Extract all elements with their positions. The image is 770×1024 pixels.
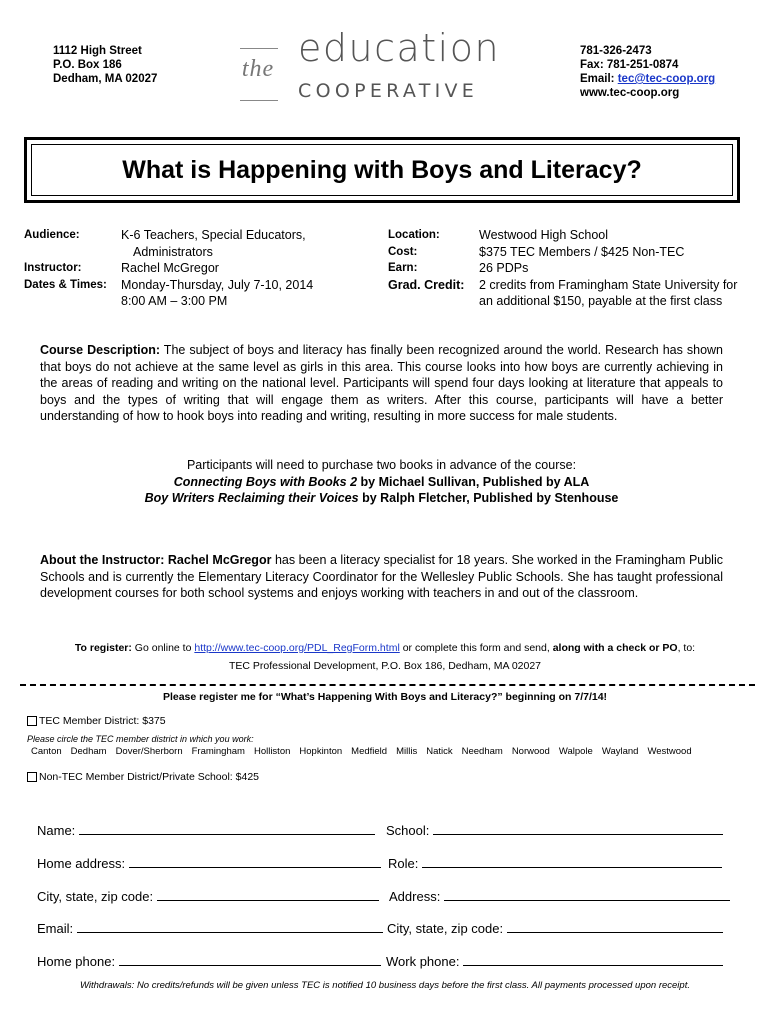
district-medfield[interactable]: Medfield — [351, 746, 388, 757]
home-phone-field[interactable] — [37, 953, 381, 969]
home-address-label: Home address: — [37, 856, 126, 871]
district-hopkinton[interactable]: Hopkinton — [299, 746, 343, 757]
dates-label: Dates & Times: — [24, 278, 107, 291]
member-option[interactable] — [27, 715, 166, 727]
work-city-field[interactable] — [387, 920, 723, 936]
withdrawals-note: Withdrawals: No credits/refunds will be given unless TEC is notified 10 business days before the first class. All payments processed upon receipt. — [80, 980, 690, 991]
dates-label-cont — [24, 293, 107, 310]
course-description — [40, 342, 723, 425]
nonmember-option[interactable] — [27, 771, 259, 783]
work-phone-field[interactable] — [386, 953, 723, 969]
home-address-field[interactable] — [37, 855, 381, 871]
info-left-labels — [24, 227, 107, 310]
instructor-label: Instructor: — [24, 262, 82, 274]
audience-value: K-6 Teachers, Special Educators, — [121, 228, 306, 242]
address-line-3: Dedham, MA 02027 — [53, 73, 158, 85]
district-wayland[interactable]: Wayland — [601, 746, 639, 757]
register-bold: along with a check or PO — [552, 642, 678, 654]
course-description-text: The subject of boys and literacy has finally been recognized around the world. Research has shown that boys do not achieve at the same level as girls in this area. This course looks into how boys are currently achieving in the areas of reading and writing on the national level. Participants will spend four days looking at literature that appeals to boys and the types of writing that will engage them as writers. After this course, participants will have a better understanding of how to hook boys into reading and writing, resulting in more success for male students. — [40, 343, 723, 423]
audience-label-cont — [24, 244, 107, 261]
contact-fax: Fax: 781-251-0874 — [580, 59, 679, 71]
district-framingham[interactable]: Framingham — [191, 746, 245, 757]
logo-rule-bottom — [240, 100, 278, 101]
nonmember-option-label: Non-TEC Member District/Private School: $425 — [39, 771, 259, 783]
about-instructor-text: has been a literacy specialist for 18 years. She worked in the Framingham Public Schools and is currently the Elementary Literacy Coordinator for the Wellesley Public Schools. She has taught professional development courses for both school systems and enjoys working with teachers in and out of the classroom. — [40, 553, 723, 600]
district-needham[interactable]: Needham — [461, 746, 503, 757]
dates-value: Monday-Thursday, July 7-10, 2014 — [121, 277, 314, 292]
district-canton[interactable]: Canton — [31, 746, 62, 757]
district-dedham[interactable]: Dedham — [70, 746, 107, 757]
work-city-label: City, state, zip code: — [387, 921, 504, 936]
cost-value: $375 TEC Members / $425 Non-TEC — [479, 244, 685, 259]
earn-value: 26 PDPs — [479, 261, 529, 275]
name-label: Name: — [37, 823, 76, 838]
books-section — [40, 457, 723, 507]
email-link[interactable]: tec@tec-coop.org — [617, 73, 716, 85]
email-label: Email: — [580, 73, 618, 85]
home-city-field[interactable] — [37, 888, 379, 904]
district-millis[interactable]: Millis — [396, 746, 418, 757]
district-norwood[interactable]: Norwood — [511, 746, 550, 757]
grad-credit-value: 2 credits from Framingham State University for an additional $150, payable at the first class — [479, 277, 738, 308]
books-intro: Participants will need to purchase two books in advance of the course: — [186, 458, 577, 472]
instructor-value: Rachel McGregor — [121, 261, 219, 275]
earn-label: Earn: — [388, 262, 418, 274]
please-register: Please register me for “What’s Happening With Boys and Literacy?” beginning on 7/7/14! — [162, 691, 608, 703]
course-description-label: Course Description: — [40, 343, 161, 357]
book2-title: Boy Writers Reclaiming their Voices — [144, 491, 359, 505]
contact-website[interactable]: www.tec-coop.org — [580, 87, 680, 99]
work-address-label: Address: — [389, 889, 441, 904]
district-westwood[interactable]: Westwood — [647, 746, 692, 757]
work-phone-label: Work phone: — [386, 954, 460, 969]
contact-email — [580, 72, 715, 86]
address-line-2: P.O. Box 186 — [53, 59, 122, 71]
register-link[interactable]: http://www.tec-coop.org/PDL_RegForm.html — [194, 642, 400, 654]
register-address: TEC Professional Development, P.O. Box 186, Dedham, MA 02027 — [228, 660, 542, 672]
home-phone-label: Home phone: — [37, 954, 116, 969]
logo-cooperative: COOPERATIVE — [298, 80, 479, 102]
header-contact — [580, 44, 715, 100]
cost-label: Cost: — [388, 245, 418, 258]
register-pre: Go online to — [131, 642, 195, 654]
address-line-1: 1112 High Street — [53, 45, 142, 57]
book2-details: by Ralph Fletcher, Published by Stenhouse — [358, 491, 619, 505]
district-note: Please circle the TEC member district in which you work: — [27, 734, 254, 744]
logo-the: the — [241, 56, 275, 82]
grad-credit-label: Grad. Credit: — [388, 277, 465, 292]
page-title: What is Happening with Boys and Literacy? — [122, 155, 642, 184]
role-field[interactable] — [388, 855, 722, 871]
times-value: 8:00 AM – 3:00 PM — [121, 294, 228, 308]
cut-line — [20, 684, 755, 686]
school-label: School: — [386, 823, 430, 838]
audience-value-cont: Administrators — [133, 244, 213, 259]
work-address-field[interactable] — [389, 888, 730, 904]
info-right-labels — [388, 227, 464, 293]
email-field-label: Email: — [37, 921, 74, 936]
contact-phone: 781-326-2473 — [580, 45, 652, 57]
member-checkbox[interactable] — [27, 716, 37, 726]
district-natick[interactable]: Natick — [426, 746, 453, 757]
member-option-label: TEC Member District: $375 — [39, 715, 166, 727]
location-value: Westwood High School — [479, 228, 609, 242]
book1-details: by Michael Sullivan, Published by ALA — [357, 474, 590, 489]
logo-education: education — [298, 26, 501, 70]
title-box — [24, 137, 740, 203]
register-end: , to: — [677, 642, 696, 654]
email-field[interactable] — [37, 920, 383, 936]
audience-label: Audience: — [24, 229, 80, 241]
district-list — [31, 746, 701, 757]
home-city-label: City, state, zip code: — [37, 889, 154, 904]
register-label: To register: — [74, 642, 132, 654]
header-address — [53, 44, 157, 86]
district-holliston[interactable]: Holliston — [253, 746, 291, 757]
about-instructor — [40, 552, 723, 602]
book1-title: Connecting Boys with Books 2 — [173, 474, 358, 489]
location-label: Location: — [388, 229, 440, 241]
logo-rule-top — [240, 48, 278, 49]
district-dover-sherborn[interactable]: Dover/Sherborn — [115, 746, 183, 757]
role-label: Role: — [388, 856, 419, 871]
name-field[interactable] — [37, 822, 375, 838]
school-field[interactable] — [386, 822, 723, 838]
info-right-values — [479, 227, 749, 310]
register-post: or complete this form and send, — [399, 642, 553, 654]
district-walpole[interactable]: Walpole — [558, 746, 593, 757]
info-left-values — [121, 227, 313, 310]
nonmember-checkbox[interactable] — [27, 772, 37, 782]
register-section — [40, 641, 730, 674]
about-instructor-label: About the Instructor: Rachel McGregor — [40, 553, 272, 567]
